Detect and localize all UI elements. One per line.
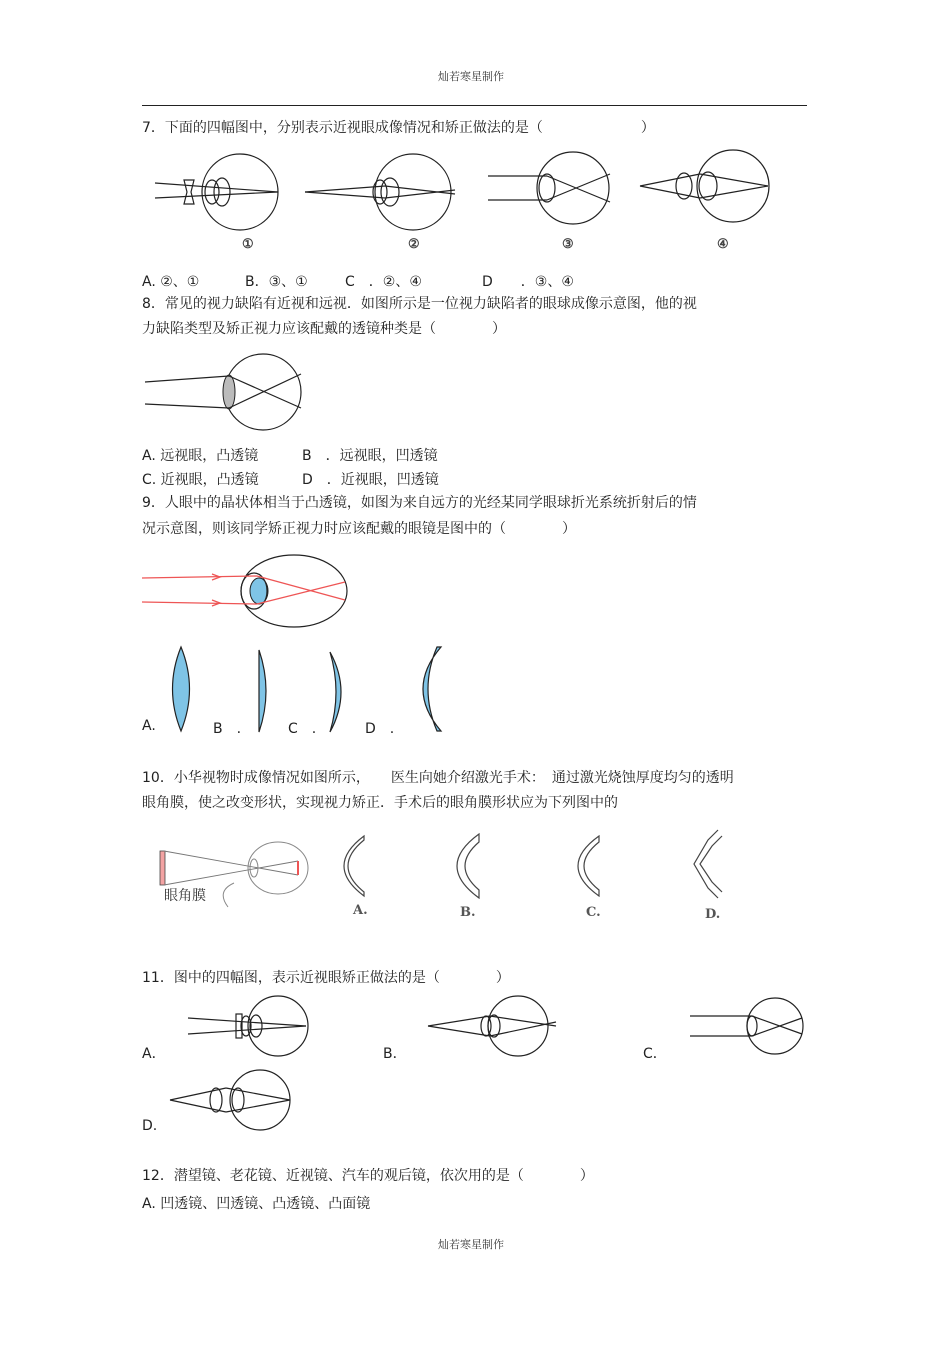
- q10-cornea-c: [565, 834, 615, 899]
- q7-figure-1: [150, 150, 290, 255]
- q7-figure-3-label: ③: [562, 237, 574, 252]
- q7-option-b: B．③、①: [245, 274, 308, 290]
- q10-stem-line1: 10．小华视物时成像情况如图所示， 医生向她介绍激光手术： 通过激光烧蚀厚度均匀的透明: [142, 770, 734, 786]
- q11-option-b: B．: [383, 1046, 407, 1062]
- page-header: 灿若寒星制作: [438, 70, 504, 83]
- page-footer: 灿若寒星制作: [438, 1238, 504, 1251]
- q10-eye-figure: [158, 835, 313, 913]
- q7-option-c: C ．②、④: [345, 274, 422, 290]
- q9-option-a: A.: [142, 718, 156, 734]
- q8-stem-line1: 8．常见的视力缺陷有近视和远视．如图所示是一位视力缺陷者的眼球成像示意图，他的视: [142, 296, 697, 312]
- q7-figure-4: [640, 146, 780, 255]
- q7-figure-3: [485, 150, 625, 255]
- q9-lens-c-meniscus: [328, 650, 350, 734]
- q7-figure-2-label: ②: [408, 237, 420, 252]
- q9-lens-b-plano-convex: [255, 648, 275, 734]
- q7-stem: 7．下面的四幅图中，分别表示近视眼成像情况和矫正做法的是（ ）: [142, 120, 655, 136]
- q7-figure-1-label: ①: [242, 237, 254, 252]
- q9-option-b: B .: [213, 721, 242, 737]
- q7-figure-2: [305, 150, 465, 255]
- q9-stem-line1: 9．人眼中的晶状体相当于凸透镜，如图为来自远方的光经某同学眼球折光系统折射后的情: [142, 495, 697, 511]
- header-rule: [142, 105, 807, 106]
- q11-figure-c: [690, 994, 810, 1058]
- q10-cornea-a: [330, 834, 380, 899]
- q12-option-a: A. 凹透镜、凹透镜、凸透镜、凸面镜: [142, 1196, 371, 1212]
- q7-option-d: D ．③、④: [482, 274, 574, 290]
- q11-option-d: D.: [142, 1118, 158, 1134]
- q9-option-d: D .: [365, 721, 395, 737]
- q8-option-d: D ．近视眼，凹透镜: [302, 472, 439, 488]
- q8-option-a: A. 远视眼，凸透镜: [142, 448, 259, 464]
- q11-option-a: A．: [142, 1046, 166, 1062]
- q12-stem: 12．潜望镜、老花镜、近视镜、汽车的观后镜，依次用的是（ ）: [142, 1168, 594, 1184]
- q9-stem-line2: 况示意图，则该同学矫正视力时应该配戴的眼镜是图中的（ ）: [142, 521, 576, 537]
- q10-stem-line2: 眼角膜，使之改变形状，实现视力矫正．手术后的眼角膜形状应为下列图中的: [142, 795, 618, 811]
- q8-option-b: B ．远视眼，凹透镜: [302, 448, 438, 464]
- q9-lens-a-convex: [168, 645, 194, 733]
- q8-stem-line2: 力缺陷类型及矫正视力应该配戴的透镜种类是（ ）: [142, 321, 506, 337]
- q10-option-a: A.: [353, 903, 368, 918]
- q11-figure-a: [188, 994, 313, 1058]
- q10-option-c: C.: [586, 905, 601, 920]
- q11-option-c: C．: [643, 1046, 667, 1062]
- q11-figure-b: [428, 994, 563, 1058]
- q10-cornea-d: [686, 828, 728, 900]
- q10-option-b: B.: [460, 905, 476, 920]
- q10-option-d: D.: [705, 907, 721, 922]
- q9-eye-figure: [142, 550, 352, 630]
- q10-cornea-b: [445, 832, 495, 900]
- q9-lens-d-concave: [405, 645, 443, 733]
- q8-eye-figure: [145, 350, 310, 430]
- q11-stem: 11．图中的四幅图，表示近视眼矫正做法的是（ ）: [142, 970, 510, 986]
- q7-option-a: A. ②、①: [142, 274, 200, 290]
- q8-option-c: C. 近视眼，凸透镜: [142, 472, 259, 488]
- q10-cornea-label: 眼角膜: [164, 888, 206, 904]
- q7-figure-4-label: ④: [717, 237, 729, 252]
- q9-option-c: C .: [288, 721, 317, 737]
- q11-figure-d: [170, 1068, 295, 1132]
